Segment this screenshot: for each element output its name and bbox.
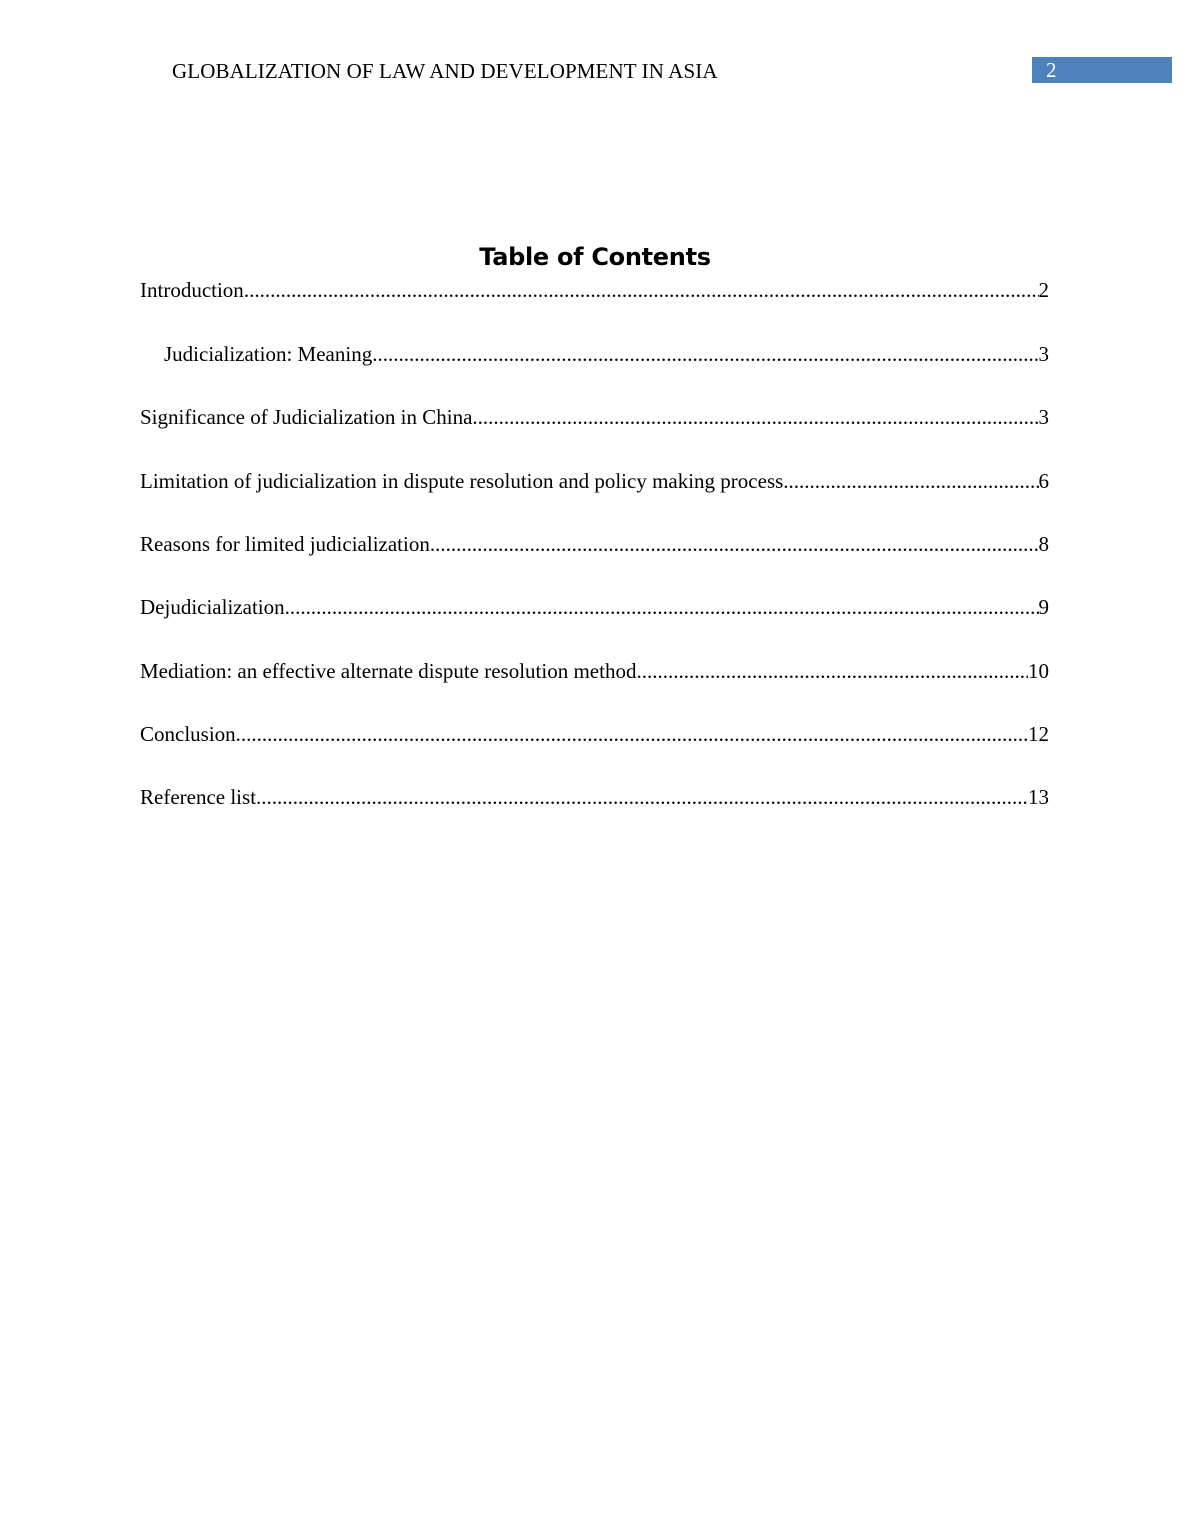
toc-entry-title: Reference list <box>140 785 257 809</box>
toc-entry-introduction[interactable] <box>140 277 1049 303</box>
toc-entry-title: Significance of Judicialization in China <box>140 405 473 429</box>
toc-entry-title: Limitation of judicialization in dispute resolution and policy making process <box>140 469 784 493</box>
toc-entry-judicialization-meaning[interactable] <box>164 341 1049 367</box>
toc-entry-page: 2 <box>1038 278 1049 302</box>
page-number-badge <box>1032 57 1172 83</box>
toc-entry-page: 10 <box>1028 659 1049 683</box>
toc-entry-page: 3 <box>1038 405 1049 429</box>
toc-entry-title: Reasons for limited judicialization <box>140 532 430 556</box>
toc-entry-conclusion[interactable] <box>140 721 1049 747</box>
toc-entry-reasons[interactable] <box>140 531 1049 557</box>
toc-entry-significance[interactable] <box>140 404 1049 430</box>
toc-dot-leader <box>430 531 1039 557</box>
toc-entry-page: 13 <box>1028 785 1049 809</box>
toc-entry-page: 12 <box>1028 722 1049 746</box>
toc-entry-page: 9 <box>1038 595 1049 619</box>
page-number: 2 <box>1046 58 1057 82</box>
toc-entry-title: Mediation: an effective alternate dispute resolution method <box>140 659 637 683</box>
toc-entry-page: 3 <box>1038 342 1049 366</box>
toc-dot-leader <box>236 721 1028 747</box>
toc-entry-limitation[interactable] <box>140 468 1049 494</box>
toc-heading: Table of Contents <box>479 243 711 271</box>
toc-entry-title: Conclusion <box>140 722 236 746</box>
toc-dot-leader <box>256 784 1028 810</box>
toc-entry-mediation[interactable] <box>140 658 1049 684</box>
toc-entry-page: 8 <box>1038 532 1049 556</box>
toc-dot-leader <box>244 277 1039 303</box>
toc-dot-leader <box>783 468 1038 494</box>
toc-dot-leader <box>372 341 1038 367</box>
toc-entry-reference-list[interactable] <box>140 784 1049 810</box>
running-header-title: GLOBALIZATION OF LAW AND DEVELOPMENT IN ASIA <box>172 59 718 83</box>
toc-entry-page: 6 <box>1038 469 1049 493</box>
toc-entry-title: Introduction <box>140 278 244 302</box>
toc-entry-dejudicialization[interactable] <box>140 594 1049 620</box>
toc-entry-title: Dejudicialization <box>140 595 285 619</box>
toc-dot-leader <box>472 404 1038 430</box>
toc-dot-leader <box>285 594 1039 620</box>
toc-dot-leader <box>636 658 1028 684</box>
toc-entry-title: Judicialization: Meaning <box>164 342 373 366</box>
